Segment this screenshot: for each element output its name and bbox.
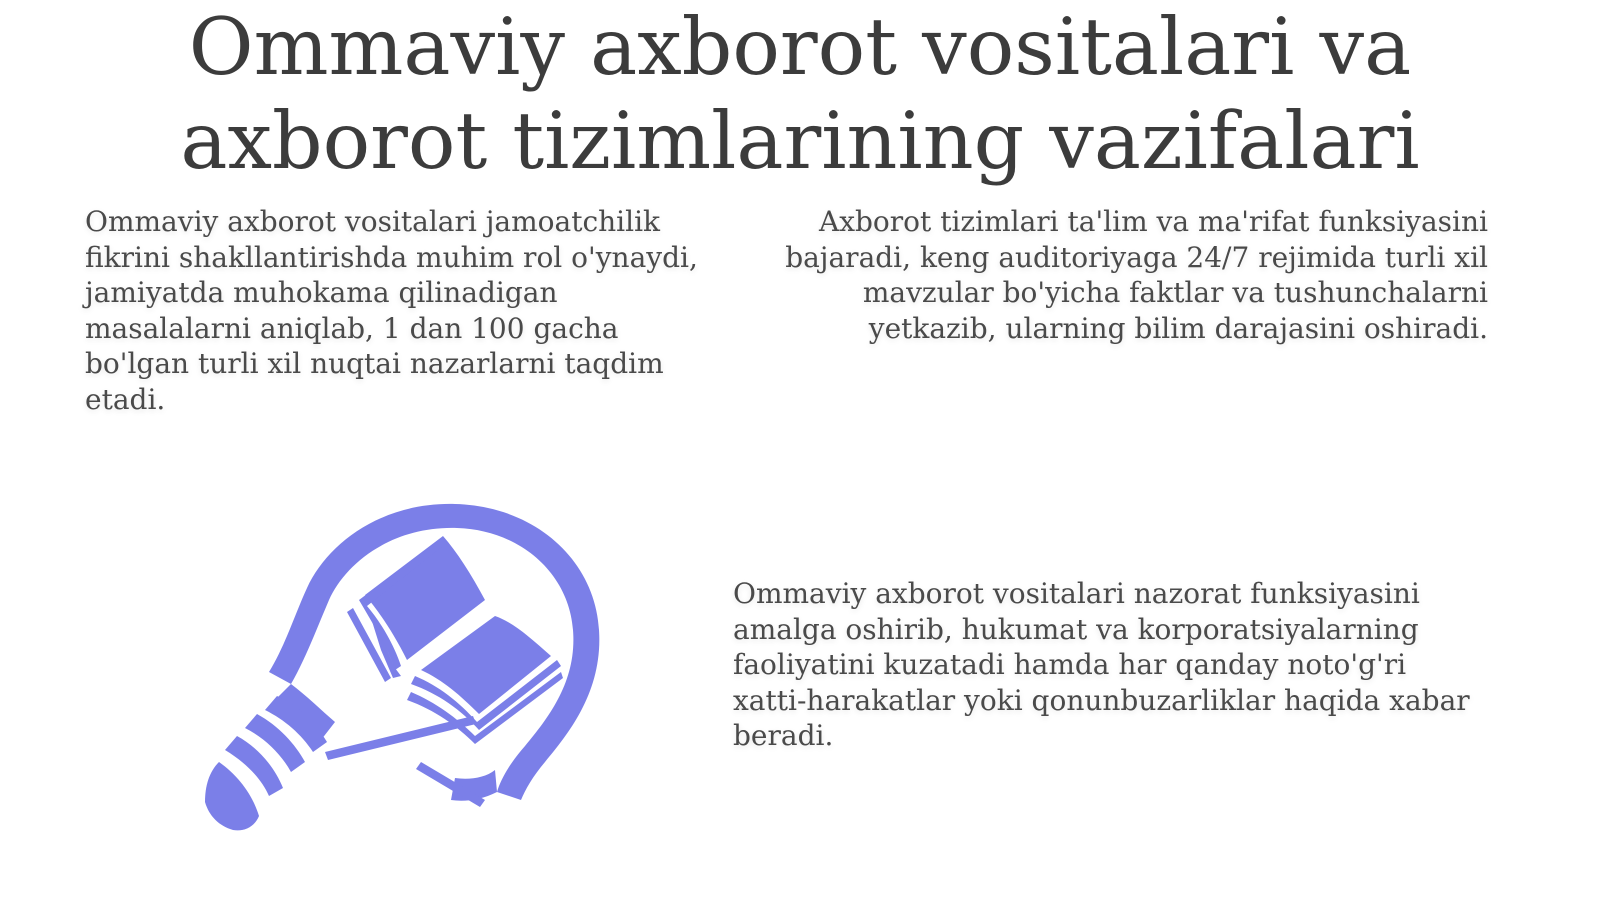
title-line-2: axborot tizimlarining vazifalari: [180, 95, 1420, 187]
lightbulb-with-book-icon: [195, 500, 625, 850]
slide-title: [0, 0, 1600, 188]
title-line-1: Ommaviy axborot vositalari va: [188, 1, 1412, 93]
paragraph-public-opinion: Ommaviy axborot vositalari jamoatchilik fikrini shakllantirishda muhim rol o'ynaydi, jamiyatda muhokama qilinadigan masalalarni aniqlab, 1 dan 100 gacha bo'lgan turli xil nuqtai nazarlarni taqdim etadi.: [85, 205, 698, 416]
paragraph-education: Axborot tizimlari ta'lim va ma'rifat funksiyasini bajaradi, keng auditoriyaga 24/7 rejimida turli xil mavzular bo'yicha faktlar va tushunchalarni yetkazib, ularning bilim darajasini oshiradi.: [785, 205, 1488, 345]
paragraph-oversight: Ommaviy axborot vositalari nazorat funksiyasini amalga oshirib, hukumat va korporatsiyalarning faoliyatini kuzatadi hamda har qanday noto'g'ri xatti-harakatlar yoki qonunbuzarliklar haqida xabar beradi.: [733, 577, 1470, 752]
